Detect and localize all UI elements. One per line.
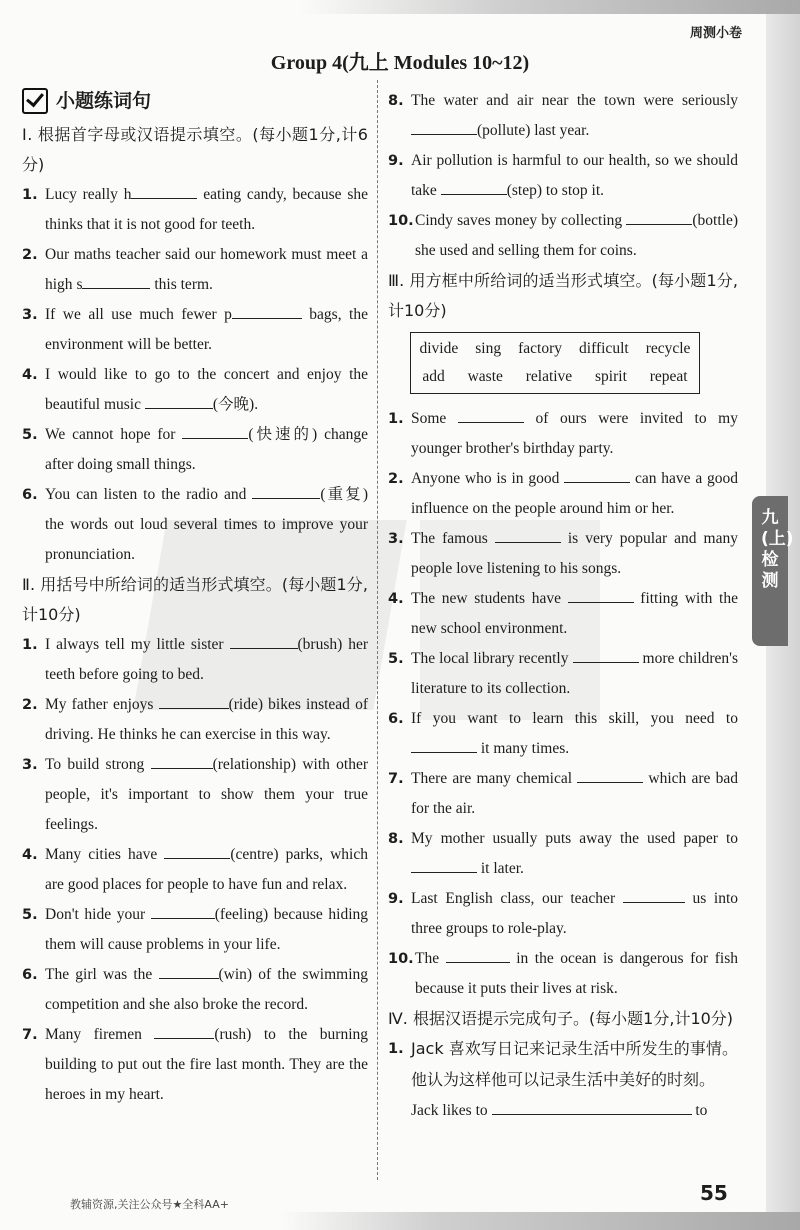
right-column [388,86,738,1126]
list-item: 1. Some of ours were invited to my younger brother's birthday party. [388,404,738,464]
word-option: factory [518,340,563,357]
list-item: 7. There are many chemical which are bad for the air. [388,764,738,824]
answer-blank[interactable] [411,116,477,135]
list-item: 6. If you want to learn this skill, you need to it many times. [388,710,738,757]
answer-blank[interactable] [577,764,643,783]
part1-title: Ⅰ. 根据首字母或汉语提示填空。(每小题1分,计6分) [22,125,368,174]
word-option: repeat [649,368,688,385]
answer-blank[interactable] [232,300,302,319]
scan-edge-bottom [280,1212,800,1230]
list-item: 7. Many firemen (rush) to the burning building to put out the fire last month. They are the heroes in my heart. [22,1020,368,1110]
answer-blank[interactable] [573,644,639,663]
list-item: 4. Many cities have (centre) parks, which are good places for people to have fun and relax. [22,840,368,900]
answer-blank[interactable] [446,944,510,963]
list-item: 1. Lucy really h eating candy, because she thinks that it is not good for teeth. [22,180,368,240]
answer-blank[interactable] [441,176,507,195]
word-box [410,332,700,394]
word-option: waste [467,368,503,385]
answer-blank[interactable] [151,900,215,919]
answer-blank[interactable] [151,750,213,769]
answer-blank[interactable] [626,206,692,225]
answer-blank[interactable] [145,390,213,409]
section-heading [22,86,368,116]
column-divider [377,80,378,1180]
part3-title: Ⅲ. 用方框中所给词的适当形式填空。(每小题1分,计10分) [388,271,738,320]
list-item: 6. The girl was the (win) of the swimming competition and she also broke the record. [22,960,368,1020]
word-option: difficult [579,340,629,357]
answer-blank[interactable] [495,524,561,543]
answer-blank[interactable] [623,884,685,903]
word-option: recycle [645,340,691,357]
list-item: 1. I always tell my little sister (brush) her teeth before going to bed. [22,630,368,690]
word-option: divide [419,340,459,357]
list-item: 2. My father enjoys (ride) bikes instead of driving. He thinks he can exercise in this way. [22,690,368,750]
word-option: relative [525,368,573,385]
list-item: 10. Cindy saves money by collecting (bottle) she used and selling them for coins. [388,206,738,266]
section-heading-text: 小题练词句 [56,90,152,112]
list-item: 1. Jack 喜欢写日记来记录生活中所发生的事情。他认为这样他可以记录生活中美好的时刻。 Jack likes to to [388,1039,738,1119]
list-item: 8. My mother usually puts away the used paper to it later. [388,830,738,877]
answer-blank[interactable] [492,1096,692,1115]
list-item: 10. The in the ocean is dangerous for fish because it puts their lives at risk. [388,944,738,1004]
list-item: 4. The new students have fitting with the new school environment. [388,584,738,644]
answer-blank[interactable] [131,180,197,199]
list-item: 5. Don't hide your (feeling) because hiding them will cause problems in your life. [22,900,368,960]
part4-title: Ⅳ. 根据汉语提示完成句子。(每小题1分,计10分) [388,1009,734,1028]
answer-blank[interactable] [564,464,630,483]
answer-blank[interactable] [182,420,248,439]
list-item: 3. To build strong (relationship) with other people, it's important to show them your true feelings. [22,750,368,840]
answer-blank[interactable] [458,404,524,423]
answer-blank[interactable] [164,840,230,859]
footer-note: 教辅资源,关注公众号★全科AA+ [70,1198,229,1211]
list-item: 6. You can listen to the radio and (重复) the words out loud several times to improve your pronunciation. [22,480,368,570]
answer-blank[interactable] [82,270,150,289]
list-item: 3. The famous is very popular and many people love listening to his songs. [388,524,738,584]
answer-blank[interactable] [159,690,229,709]
page-number: 55 [700,1181,728,1205]
side-tab [752,496,794,646]
list-item: 3. If we all use much fewer p bags, the environment will be better. [22,300,368,360]
answer-blank[interactable] [154,1020,214,1039]
list-item: 5. We cannot hope for (快速的) change after doing small things. [22,420,368,480]
left-column [22,86,368,1110]
answer-blank[interactable] [252,480,320,499]
scan-edge-top [300,0,800,14]
list-item: 4. I would like to go to the concert and enjoy the beautiful music (今晚). [22,366,368,413]
side-tab-label: 九(上)检测 [761,508,794,591]
list-item: 8. The water and air near the town were seriously (pollute) last year. [388,92,738,139]
part2-title: Ⅱ. 用括号中所给词的适当形式填空。(每小题1分,计10分) [22,575,368,624]
list-item: 5. The local library recently more children's literature to its collection. [388,644,738,704]
answer-blank[interactable] [411,854,477,873]
list-item: 2. Anyone who is in good can have a good influence on the people around him or her. [388,464,738,524]
list-item: 9. Last English class, our teacher us into three groups to role-play. [388,884,738,944]
checkbox-icon [22,88,48,114]
word-option: sing [475,340,502,357]
answer-blank[interactable] [568,584,634,603]
page-title: Group 4(九上 Modules 10~12) [270,52,530,74]
answer-blank[interactable] [159,960,219,979]
list-item: 9. Air pollution is harmful to our health, so we should take (step) to stop it. [388,152,738,199]
series-label: 周测小卷 [690,26,743,41]
answer-blank[interactable] [411,734,477,753]
word-option: add [422,368,445,385]
list-item: 2. Our maths teacher said our homework must meet a high s this term. [22,246,368,293]
word-option: spirit [595,368,627,385]
answer-blank[interactable] [230,630,298,649]
